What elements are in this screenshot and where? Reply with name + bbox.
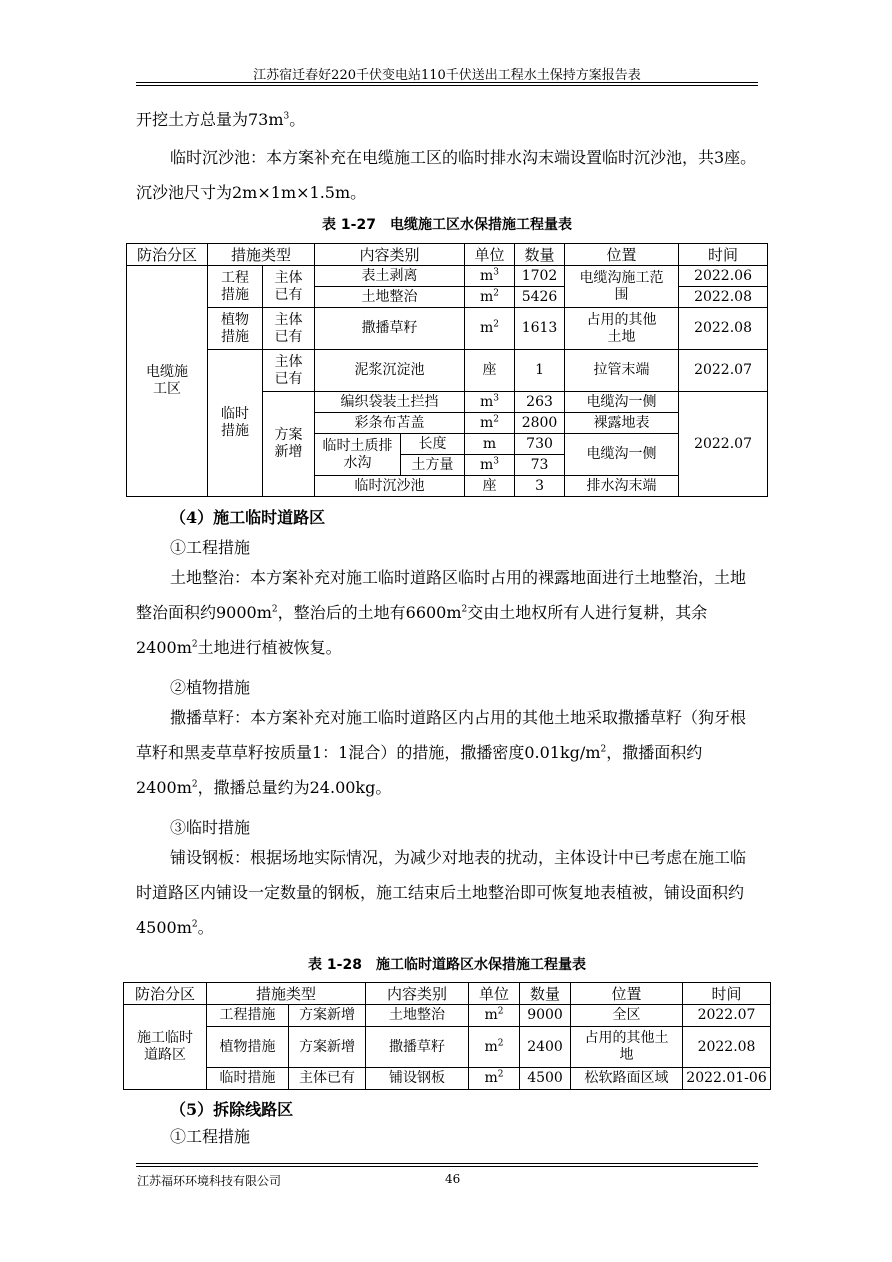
section-4-paragraph-land: 土地整治：本方案补充对施工临时道路区临时占用的裸露地面进行土地整治，土地整治面积约$9000m^2$，整治后的土地有$6600m^2$交由土地权所有人进行复耕，其余$2400m^2$土地进行植被恢复。 [136,568,747,657]
col-header-content: 内容类别 [315,244,465,266]
cell-time: 2022.01-06 [683,1068,771,1090]
col-header-location: 位置 [565,244,679,266]
header-rule-2 [136,85,758,86]
cell-unit: $m^2$ [469,1005,520,1027]
cell-content: 铺设钢板 [366,1068,469,1090]
cell-content: 泥浆沉淀池 [315,350,465,392]
cell-source: 方案新增 [289,1005,366,1027]
header-rule [136,82,758,83]
source-plan-added: 方案新增 [263,392,315,497]
footer-rule [136,1163,758,1164]
table-28 [123,982,771,1090]
cell-content: 临时土质排水沟 [315,434,401,476]
cell-source: 主体已有 [289,1068,366,1090]
section-4-paragraph-steel: 铺设钢板：根据场地实际情况，为减少对地表的扰动，主体设计中已考虑在施工临时道路区内铺设一定数量的钢板，施工结束后土地整治即可恢复地表植被，铺设面积约$4500m^2$。 [136,848,747,937]
cell-location: 电缆沟一侧 [565,434,679,476]
col-header-time: 时间 [679,244,768,266]
source-main: 主体已有 [263,266,315,308]
footer-company: 江苏福环环境科技有限公司 [137,1174,282,1188]
col-header-type: 措施类型 [208,244,315,266]
cell-content: 临时沉沙池 [315,476,465,497]
section-4-sub-engineering: ①工程措施 [170,538,251,557]
cell-content: 彩条布苫盖 [315,413,465,434]
cell-content: 土地整治 [366,1005,469,1027]
section-4-paragraph-seed: 撒播草籽：本方案补充对施工临时道路区内占用的其他土地采取撒播草籽（狗牙根草籽和黑麦草草籽按质量1：1混合）的措施，撒播密度$0.01kg/m^2$，撒播面积约$2400m^2$，撒播总量约为24.00kg。 [136,708,747,797]
cell-time: 2022.07 [679,392,768,497]
cell-location: 电缆沟一侧 [565,392,679,413]
cell-location: 裸露地表 [565,413,679,434]
source-main: 主体已有 [263,350,315,392]
source-main: 主体已有 [263,308,315,350]
type-engineering: 工程措施 [208,266,263,308]
footer-rule-2 [136,1166,758,1167]
col-header-qty: 数量 [520,983,571,1005]
cell-type: 工程措施 [207,1005,289,1027]
cell-qty: 1613 [515,308,565,350]
cell-unit: $m^2$ [465,413,515,434]
cell-qty: 5426 [515,287,565,308]
cell-unit: $m^2$ [469,1027,520,1068]
cell-dimension: 土方量 [401,455,465,476]
table-28-caption: 表 1-28 施工临时道路区水保措施工程量表 [308,957,586,973]
paragraph-earthwork: 开挖土方总量为$73m^3$。 [136,110,306,129]
cell-location: 电缆沟施工范围 [565,266,679,308]
cell-unit: $m^3$ [465,392,515,413]
cell-qty: 2800 [515,413,565,434]
section-4-sub-temporary: ③临时措施 [170,818,251,837]
cell-qty: 1702 [515,266,565,287]
zone-cell: 施工临时道路区 [124,1005,207,1090]
cell-location: 排水沟末端 [565,476,679,497]
cell-unit: $m^3$ [465,266,515,287]
cell-source: 方案新增 [289,1027,366,1068]
zone-cell: 电缆施工区 [127,266,208,497]
section-5-heading: （5）拆除线路区 [170,1100,294,1119]
cell-type: 植物措施 [207,1027,289,1068]
page-number: 46 [445,1172,461,1186]
page-header: 江苏宿迁春好220千伏变电站110千伏送出工程水土保持方案报告表 [253,68,641,83]
col-header-qty: 数量 [515,244,565,266]
cell-qty: 2400 [520,1027,571,1068]
cell-unit: 座 [465,476,515,497]
col-header-zone: 防治分区 [127,244,208,266]
cell-time: 2022.08 [679,287,768,308]
col-header-content: 内容类别 [366,983,469,1005]
col-header-zone: 防治分区 [124,983,207,1005]
cell-unit: $m^2$ [465,308,515,350]
cell-dimension: 长度 [401,434,465,455]
col-header-location: 位置 [571,983,683,1005]
paragraph-sediment-basin: 临时沉沙池：本方案补充在电缆施工区的临时排水沟末端设置临时沉沙池，共3座。沉沙池尺寸为2m×1m×1.5m。 [136,148,757,202]
cell-time: 2022.08 [683,1027,771,1068]
cell-content: 土地整治 [315,287,465,308]
type-plant: 植物措施 [208,308,263,350]
table-27 [126,243,768,497]
cell-unit: $m^2$ [465,287,515,308]
cell-qty: 4500 [520,1068,571,1090]
cell-location: 全区 [571,1005,683,1027]
cell-unit: 座 [465,350,515,392]
section-4-heading: （4）施工临时道路区 [170,508,326,527]
section-4-sub-plant: ②植物措施 [170,678,251,697]
cell-time: 2022.06 [679,266,768,287]
cell-qty: 263 [515,392,565,413]
cell-qty: 3 [515,476,565,497]
cell-content: 撒播草籽 [366,1027,469,1068]
cell-time: 2022.07 [679,350,768,392]
cell-unit: $m^3$ [465,455,515,476]
cell-unit: $m^2$ [469,1068,520,1090]
cell-location: 拉管末端 [565,350,679,392]
cell-unit: m [465,434,515,455]
table-27-caption: 表 1-27 电缆施工区水保措施工程量表 [322,217,572,233]
col-header-type: 措施类型 [207,983,366,1005]
cell-qty: 730 [515,434,565,455]
cell-content: 表土剥离 [315,266,465,287]
cell-content: 编织袋装土拦挡 [315,392,465,413]
cell-location: 占用的其他土地 [565,308,679,350]
cell-qty: 9000 [520,1005,571,1027]
section-5-sub-engineering: ①工程措施 [170,1127,251,1146]
cell-location: 松软路面区域 [571,1068,683,1090]
cell-location: 占用的其他土地 [571,1027,683,1068]
type-temporary: 临时措施 [208,350,263,497]
col-header-unit: 单位 [469,983,520,1005]
cell-time: 2022.08 [679,308,768,350]
col-header-unit: 单位 [465,244,515,266]
cell-time: 2022.07 [683,1005,771,1027]
cell-type: 临时措施 [207,1068,289,1090]
cell-qty: 1 [515,350,565,392]
col-header-time: 时间 [683,983,771,1005]
cell-qty: 73 [515,455,565,476]
cell-content: 撒播草籽 [315,308,465,350]
